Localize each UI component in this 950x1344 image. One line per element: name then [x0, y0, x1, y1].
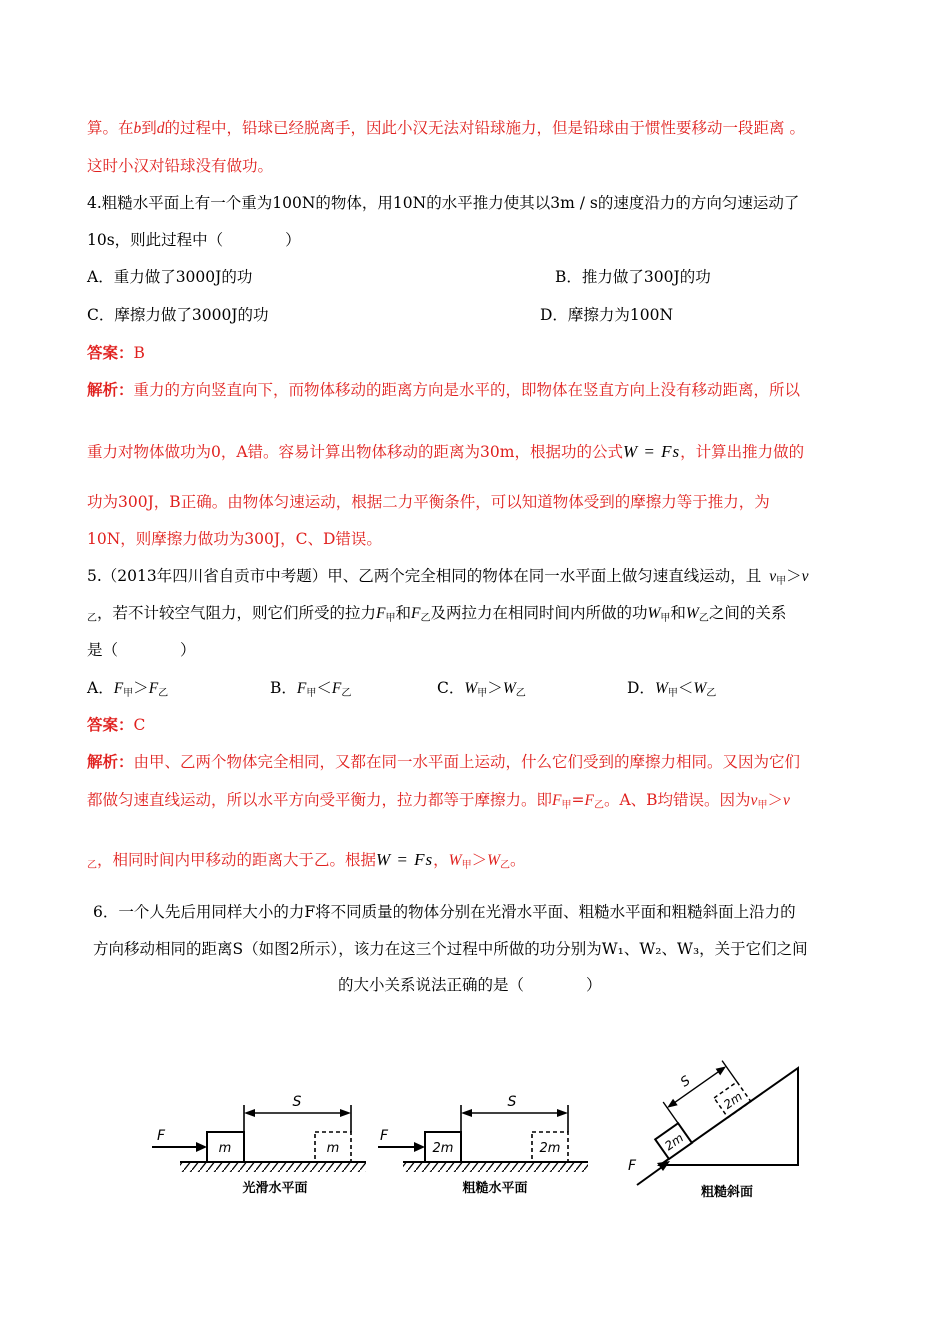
- label-rough-surface: 粗糙水平面: [462, 1181, 528, 1196]
- q3-analysis-line1: 算。在b到d的过程中，铅球已经脱离手，因此小汉无法对铅球施力，但是铅球由于惯性要移动一段距离 。: [87, 119, 805, 137]
- q6-stem-line1: 6．一个人先后用同样大小的力F将不同质量的物体分别在光滑水平面、粗糙水平面和粗糙斜面上沿力的: [93, 903, 796, 921]
- force-arrow: [196, 1142, 207, 1152]
- q5-analysis-line1: 解析：由甲、乙两个物体完全相同，又都在同一水平面上运动，什么它们受到的摩擦力相同。又因为它们: [87, 752, 801, 771]
- q4-analysis-line3: 功为300J，B正确。由物体匀速运动，根据二力平衡条件，可以知道物体受到的摩擦力等于推力，为: [87, 493, 770, 511]
- q5-option-c: C．$W_甲>W_乙$: [437, 679, 526, 699]
- label-smooth-surface: 光滑水平面: [242, 1181, 308, 1196]
- q5-option-d: D．$W_甲<W_乙$: [627, 679, 717, 699]
- q4-analysis-line4: 10N，则摩擦力做功为300J，C、D错误。: [87, 530, 382, 548]
- q5-option-b: B．$F_甲<F_乙$: [270, 679, 352, 699]
- q5-answer: 答案：C: [87, 715, 146, 734]
- block-2m-label: 2m: [432, 1141, 454, 1156]
- q4-option-b: B．推力做了300J的功: [555, 268, 711, 286]
- q5-stem-line2: $_乙$，若不计较空气阻力，则它们所受的拉力$F_甲$和$F_乙$及两拉力在相同时间内所做的功$W_甲$和$W_乙$之间的关系: [87, 604, 787, 624]
- formula-w-fs: W = Fs: [622, 442, 681, 461]
- block-2m-incline-label: 2m: [662, 1130, 687, 1154]
- panel-smooth-surface: [152, 1094, 366, 1196]
- q4-stem-line1: 4.粗糙水平面上有一个重为100N的物体，用10N的水平推力使其以3m / s的速度沿力的方向匀速运动了: [87, 194, 800, 212]
- q4-option-a: A．重力做了3000J的功: [87, 268, 253, 286]
- block-m-label: m: [218, 1141, 232, 1156]
- block-m-dashed-label: m: [326, 1141, 340, 1156]
- q4-stem-line2: 10s，则此过程中（ ）: [87, 231, 301, 249]
- label-rough-incline: 粗糙斜面: [700, 1185, 754, 1200]
- panel-rough-surface: [378, 1094, 588, 1196]
- force-label: F: [628, 1158, 637, 1174]
- q5-analysis-line2: 都做匀速直线运动，所以水平方向受平衡力，拉力都等于摩擦力。即$F_甲=F_乙$。A、B均错误。因为$v_甲>v$: [87, 791, 790, 811]
- q4-option-d: D．摩擦力为100N: [540, 306, 674, 324]
- distance-label: S: [507, 1094, 517, 1110]
- force-label: F: [157, 1128, 166, 1144]
- force-label: F: [380, 1128, 389, 1144]
- q5-analysis-line3: $_乙$，相同时间内甲移动的距离大于乙。根据W = Fs，$W_甲>W_乙$。: [87, 850, 526, 871]
- q5-stem-line3: 是（ ）: [87, 641, 196, 659]
- q4-analysis-line1: 解析：重力的方向竖直向下，而物体移动的距离方向是水平的，即物体在竖直方向上没有移动距离，所以: [87, 380, 801, 399]
- distance-label: S: [677, 1073, 694, 1091]
- q6-stem-line3: 的大小关系说法正确的是（ ）: [338, 976, 602, 994]
- q6-stem-line2: 方向移动相同的距离S（如图2所示），该力在这三个过程中所做的功分别为W₁、W₂、W₃，关于它们之间: [93, 940, 808, 958]
- panel-rough-incline: [628, 1060, 798, 1200]
- q3-analysis-line2: 这时小汉对铅球没有做功。: [87, 157, 274, 175]
- q5-option-a: A．$F_甲>F_乙$: [87, 679, 169, 699]
- figure-2: [0, 1060, 950, 1290]
- q5-stem-line1: 5.（2013年四川省自贡市中考题）甲、乙两个完全相同的物体在同一水平面上做匀速直线运动，且 $v_甲>v$: [87, 567, 809, 587]
- block-2m-dashed-label: 2m: [539, 1141, 561, 1156]
- q4-answer: 答案：B: [87, 343, 145, 362]
- force-arrow: [414, 1142, 425, 1152]
- distance-label: S: [292, 1094, 302, 1110]
- q4-analysis-line2: 重力对物体做功为0，A错。容易计算出物体移动的距离为30m，根据功的公式W = Fs，计算出推力做的: [87, 442, 805, 461]
- formula-w-fs-2: W = Fs: [376, 850, 434, 869]
- q4-option-c: C．摩擦力做了3000J的功: [87, 306, 269, 324]
- block-2m-incline-dashed-label: 2m: [721, 1089, 745, 1112]
